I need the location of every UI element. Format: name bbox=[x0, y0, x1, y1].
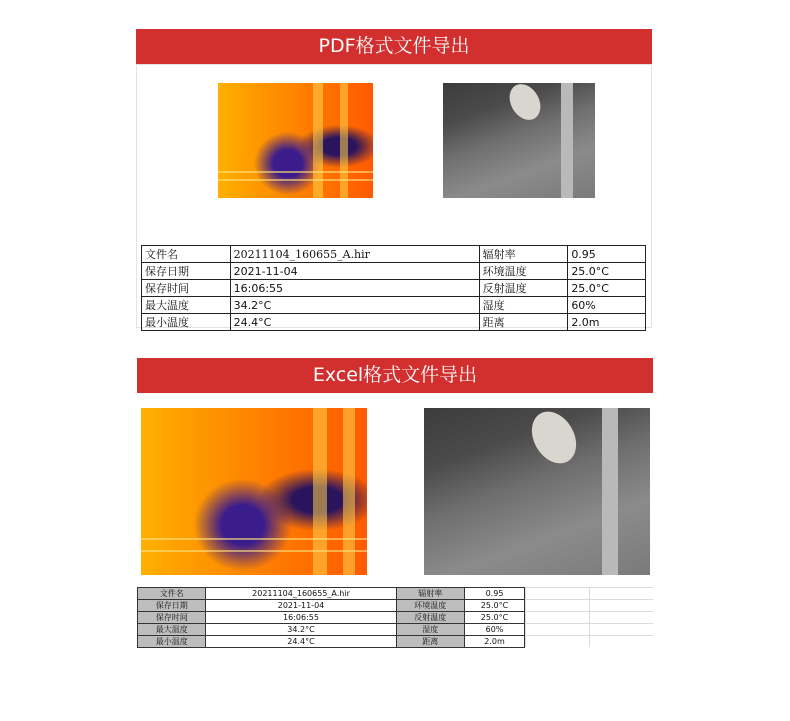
excel-info-table bbox=[137, 587, 525, 648]
excel-visual-image bbox=[424, 408, 650, 575]
table-cell: 24.4°C bbox=[230, 314, 479, 331]
spreadsheet-grid bbox=[525, 587, 653, 647]
table-row bbox=[138, 588, 525, 600]
table-cell: 保存日期 bbox=[138, 600, 206, 612]
table-cell: 0.95 bbox=[568, 246, 646, 263]
table-cell: 2.0m bbox=[465, 636, 525, 648]
table-cell: 60% bbox=[465, 624, 525, 636]
pdf-export-title: PDF格式文件导出 bbox=[136, 29, 652, 64]
table-row bbox=[142, 297, 646, 314]
table-row bbox=[138, 624, 525, 636]
pdf-preview-panel bbox=[136, 64, 652, 328]
table-cell: 2021-11-04 bbox=[206, 600, 396, 612]
table-cell: 20211104_160655_A.hir bbox=[230, 246, 479, 263]
excel-export-title: Excel格式文件导出 bbox=[137, 358, 653, 393]
table-cell: 24.4°C bbox=[206, 636, 396, 648]
excel-preview-panel bbox=[137, 393, 653, 655]
table-cell: 文件名 bbox=[138, 588, 206, 600]
table-row bbox=[142, 246, 646, 263]
table-cell: 25.0°C bbox=[465, 600, 525, 612]
table-row bbox=[138, 612, 525, 624]
table-cell: 20211104_160655_A.hir bbox=[206, 588, 396, 600]
table-cell: 2021-11-04 bbox=[230, 263, 479, 280]
table-cell: 保存时间 bbox=[142, 280, 231, 297]
pdf-info-table bbox=[141, 245, 646, 331]
table-cell: 最大温度 bbox=[138, 624, 206, 636]
table-row bbox=[142, 314, 646, 331]
table-cell: 环境温度 bbox=[479, 263, 568, 280]
table-cell: 60% bbox=[568, 297, 646, 314]
table-cell: 0.95 bbox=[465, 588, 525, 600]
table-cell: 25.0°C bbox=[568, 280, 646, 297]
table-cell: 25.0°C bbox=[568, 263, 646, 280]
table-row bbox=[138, 636, 525, 648]
table-cell: 辐射率 bbox=[396, 588, 464, 600]
pdf-thermal-image bbox=[218, 83, 373, 198]
table-cell: 保存日期 bbox=[142, 263, 231, 280]
table-cell: 最小温度 bbox=[142, 314, 231, 331]
table-cell: 反射温度 bbox=[479, 280, 568, 297]
table-cell: 辐射率 bbox=[479, 246, 568, 263]
table-cell: 文件名 bbox=[142, 246, 231, 263]
table-cell: 湿度 bbox=[479, 297, 568, 314]
table-cell: 16:06:55 bbox=[230, 280, 479, 297]
table-cell: 距离 bbox=[479, 314, 568, 331]
table-row bbox=[138, 600, 525, 612]
table-cell: 最大温度 bbox=[142, 297, 231, 314]
table-cell: 16:06:55 bbox=[206, 612, 396, 624]
table-cell: 环境温度 bbox=[396, 600, 464, 612]
table-cell: 25.0°C bbox=[465, 612, 525, 624]
excel-thermal-image bbox=[141, 408, 367, 575]
table-cell: 距离 bbox=[396, 636, 464, 648]
table-cell: 34.2°C bbox=[206, 624, 396, 636]
table-cell: 反射温度 bbox=[396, 612, 464, 624]
table-row bbox=[142, 280, 646, 297]
pdf-visual-image bbox=[443, 83, 595, 198]
table-cell: 最小温度 bbox=[138, 636, 206, 648]
table-row bbox=[142, 263, 646, 280]
table-cell: 34.2°C bbox=[230, 297, 479, 314]
table-cell: 湿度 bbox=[396, 624, 464, 636]
table-cell: 保存时间 bbox=[138, 612, 206, 624]
table-cell: 2.0m bbox=[568, 314, 646, 331]
